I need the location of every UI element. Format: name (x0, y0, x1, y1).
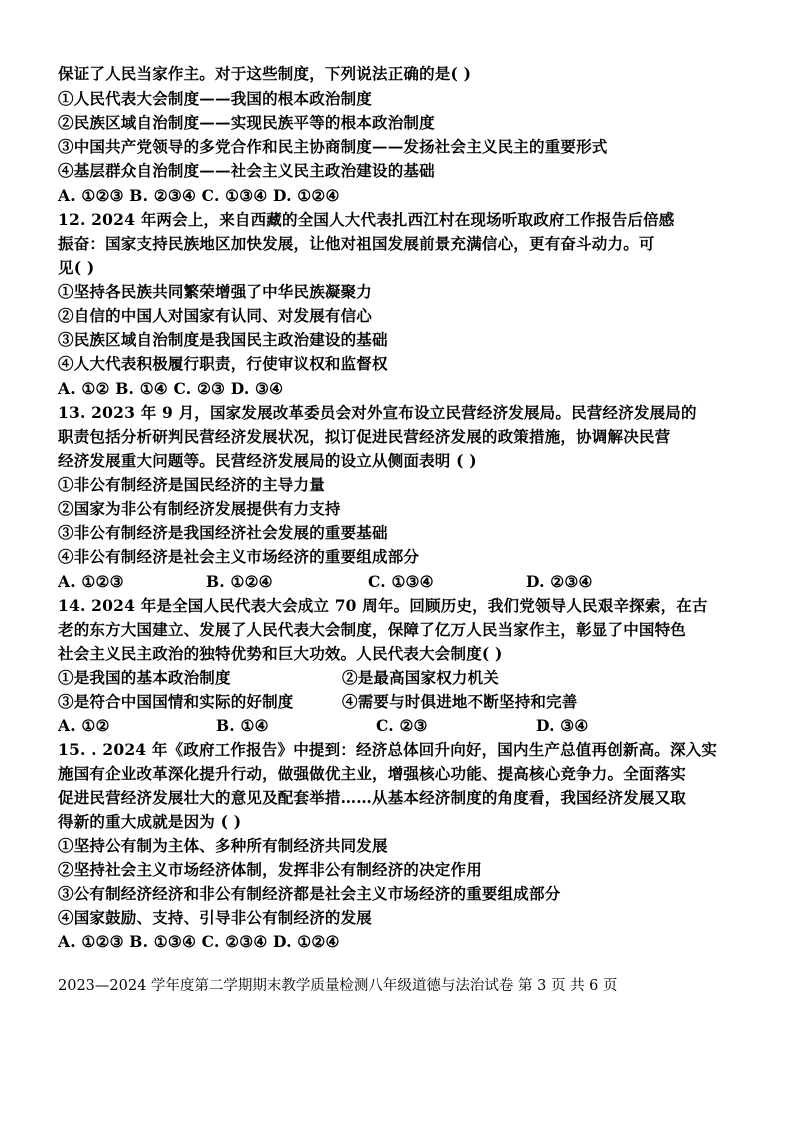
q15-stem-line-3: 促进民营经济发展壮大的意见及配套举措……从基本经济制度的角度看，我国经济发展又取 (58, 788, 687, 807)
q14-option-d: D. ③④ (536, 716, 589, 735)
q12-options: A. ①② B. ①④ C. ②③ D. ③④ (58, 379, 284, 398)
q15-stem-line-1: 15. . 2024 年《政府工作报告》中提到：经济总体回升向好，国内生产总值再创新高。深入实 (58, 740, 718, 759)
q14-choice-2: ②是最高国家权力机关 (342, 668, 500, 687)
q12-stem-line-1: 12. 2024 年两会上，来自西藏的全国人大代表扎西江村在现场听取政府工作报告后倍感 (58, 210, 675, 229)
q13-choice-3: ③非公有制经济是我国经济社会发展的重要基础 (58, 523, 388, 542)
q12-choice-2: ②自信的中国人对国家有认同、对发展有信心 (58, 306, 373, 325)
q13-option-d: D. ②③④ (526, 572, 593, 591)
q14-option-a: A. ①② (58, 716, 110, 735)
q11-stem-line: 保证了人民当家作主。对于这些制度，下列说法正确的是( ) (58, 64, 472, 83)
q12-stem-line-2: 振奋：国家支持民族地区加快发展，让他对祖国发展前景充满信心，更有奋斗动力。可 (58, 234, 655, 253)
q12-choice-4: ④人大代表积极履行职责，行使审议权和监督权 (58, 354, 388, 373)
q12-stem-line-3: 见( ) (58, 258, 95, 277)
q14-stem-line-2: 老的东方大国建立、发展了人民代表大会制度，保障了亿万人民当家作主，彰显了中国特色 (58, 620, 687, 639)
q14-stem-line-3: 社会主义民主政治的独特优势和巨大功效。人民代表大会制度( ) (58, 644, 503, 663)
q13-choice-2: ②国家为非公有制经济发展提供有力支持 (58, 499, 341, 518)
q15-choice-1: ①坚持公有制为主体、多种所有制经济共同发展 (58, 836, 388, 855)
q11-options: A. ①②③ B. ②③④ C. ①③④ D. ①②④ (58, 186, 340, 205)
q14-option-c: C. ②③ (376, 716, 428, 735)
q13-stem-line-3: 经济发展重大问题等。民营经济发展局的设立从侧面表明 ( ) (58, 451, 477, 470)
q11-choice-1: ①人民代表大会制度——我国的根本政治制度 (58, 89, 373, 108)
q13-choice-1: ①非公有制经济是国民经济的主导力量 (58, 475, 325, 494)
q12-choice-1: ①坚持各民族共同繁荣增强了中华民族凝聚力 (58, 282, 373, 301)
q13-choice-4: ④非公有制经济是社会主义市场经济的重要组成部分 (58, 547, 420, 566)
q13-option-b: B. ①②④ (206, 572, 273, 591)
q14-choice-4: ④需要与时俱进地不断坚持和完善 (342, 692, 578, 711)
q13-option-c: C. ①③④ (368, 572, 434, 591)
q15-choice-2: ②坚持社会主义市场经济体制，发挥非公有制经济的决定作用 (58, 860, 482, 879)
q15-choice-4: ④国家鼓励、支持、引导非公有制经济的发展 (58, 908, 373, 927)
page-footer: 2023—2024 学年度第二学期期末教学质量检测八年级道德与法治试卷 第 3 页 共 6 页 (58, 978, 618, 994)
q15-stem-line-2: 施国有企业改革深化提升行动，做强做优主业，增强核心功能、提高核心竞争力。全面落实 (58, 764, 687, 783)
q14-option-b: B. ①④ (216, 716, 269, 735)
q11-choice-3: ③中国共产党领导的多党合作和民主协商制度——发扬社会主义民主的重要形式 (58, 137, 608, 156)
q14-stem-line-1: 14. 2024 年是全国人民代表大会成立 70 周年。回顾历史，我们党领导人民艰辛探索，在古 (58, 596, 708, 615)
q14-choice-1: ①是我国的基本政治制度 (58, 668, 231, 687)
q14-choice-3: ③是符合中国国情和实际的好制度 (58, 692, 294, 711)
q11-choice-4: ④基层群众自治制度——社会主义民主政治建设的基础 (58, 161, 435, 180)
q13-stem-line-2: 职责包括分析研判民营经济发展状况，拟订促进民营经济发展的政策措施，协调解决民营 (58, 427, 671, 446)
q15-stem-line-4: 得新的重大成就是因为 ( ) (58, 812, 242, 831)
q15-choice-3: ③公有制经济经济和非公有制经济都是社会主义市场经济的重要组成部分 (58, 884, 561, 903)
q12-choice-3: ③民族区域自治制度是我国民主政治建设的基础 (58, 330, 388, 349)
q15-options: A. ①②③ B. ①③④ C. ②③④ D. ①②④ (58, 932, 340, 951)
q13-option-a: A. ①②③ (58, 572, 124, 591)
q11-choice-2: ②民族区域自治制度——实现民族平等的根本政治制度 (58, 113, 435, 132)
q13-stem-line-1: 13. 2023 年 9 月，国家发展改革委员会对外宣布设立民营经济发展局。民营经济发展局的 (58, 403, 697, 422)
